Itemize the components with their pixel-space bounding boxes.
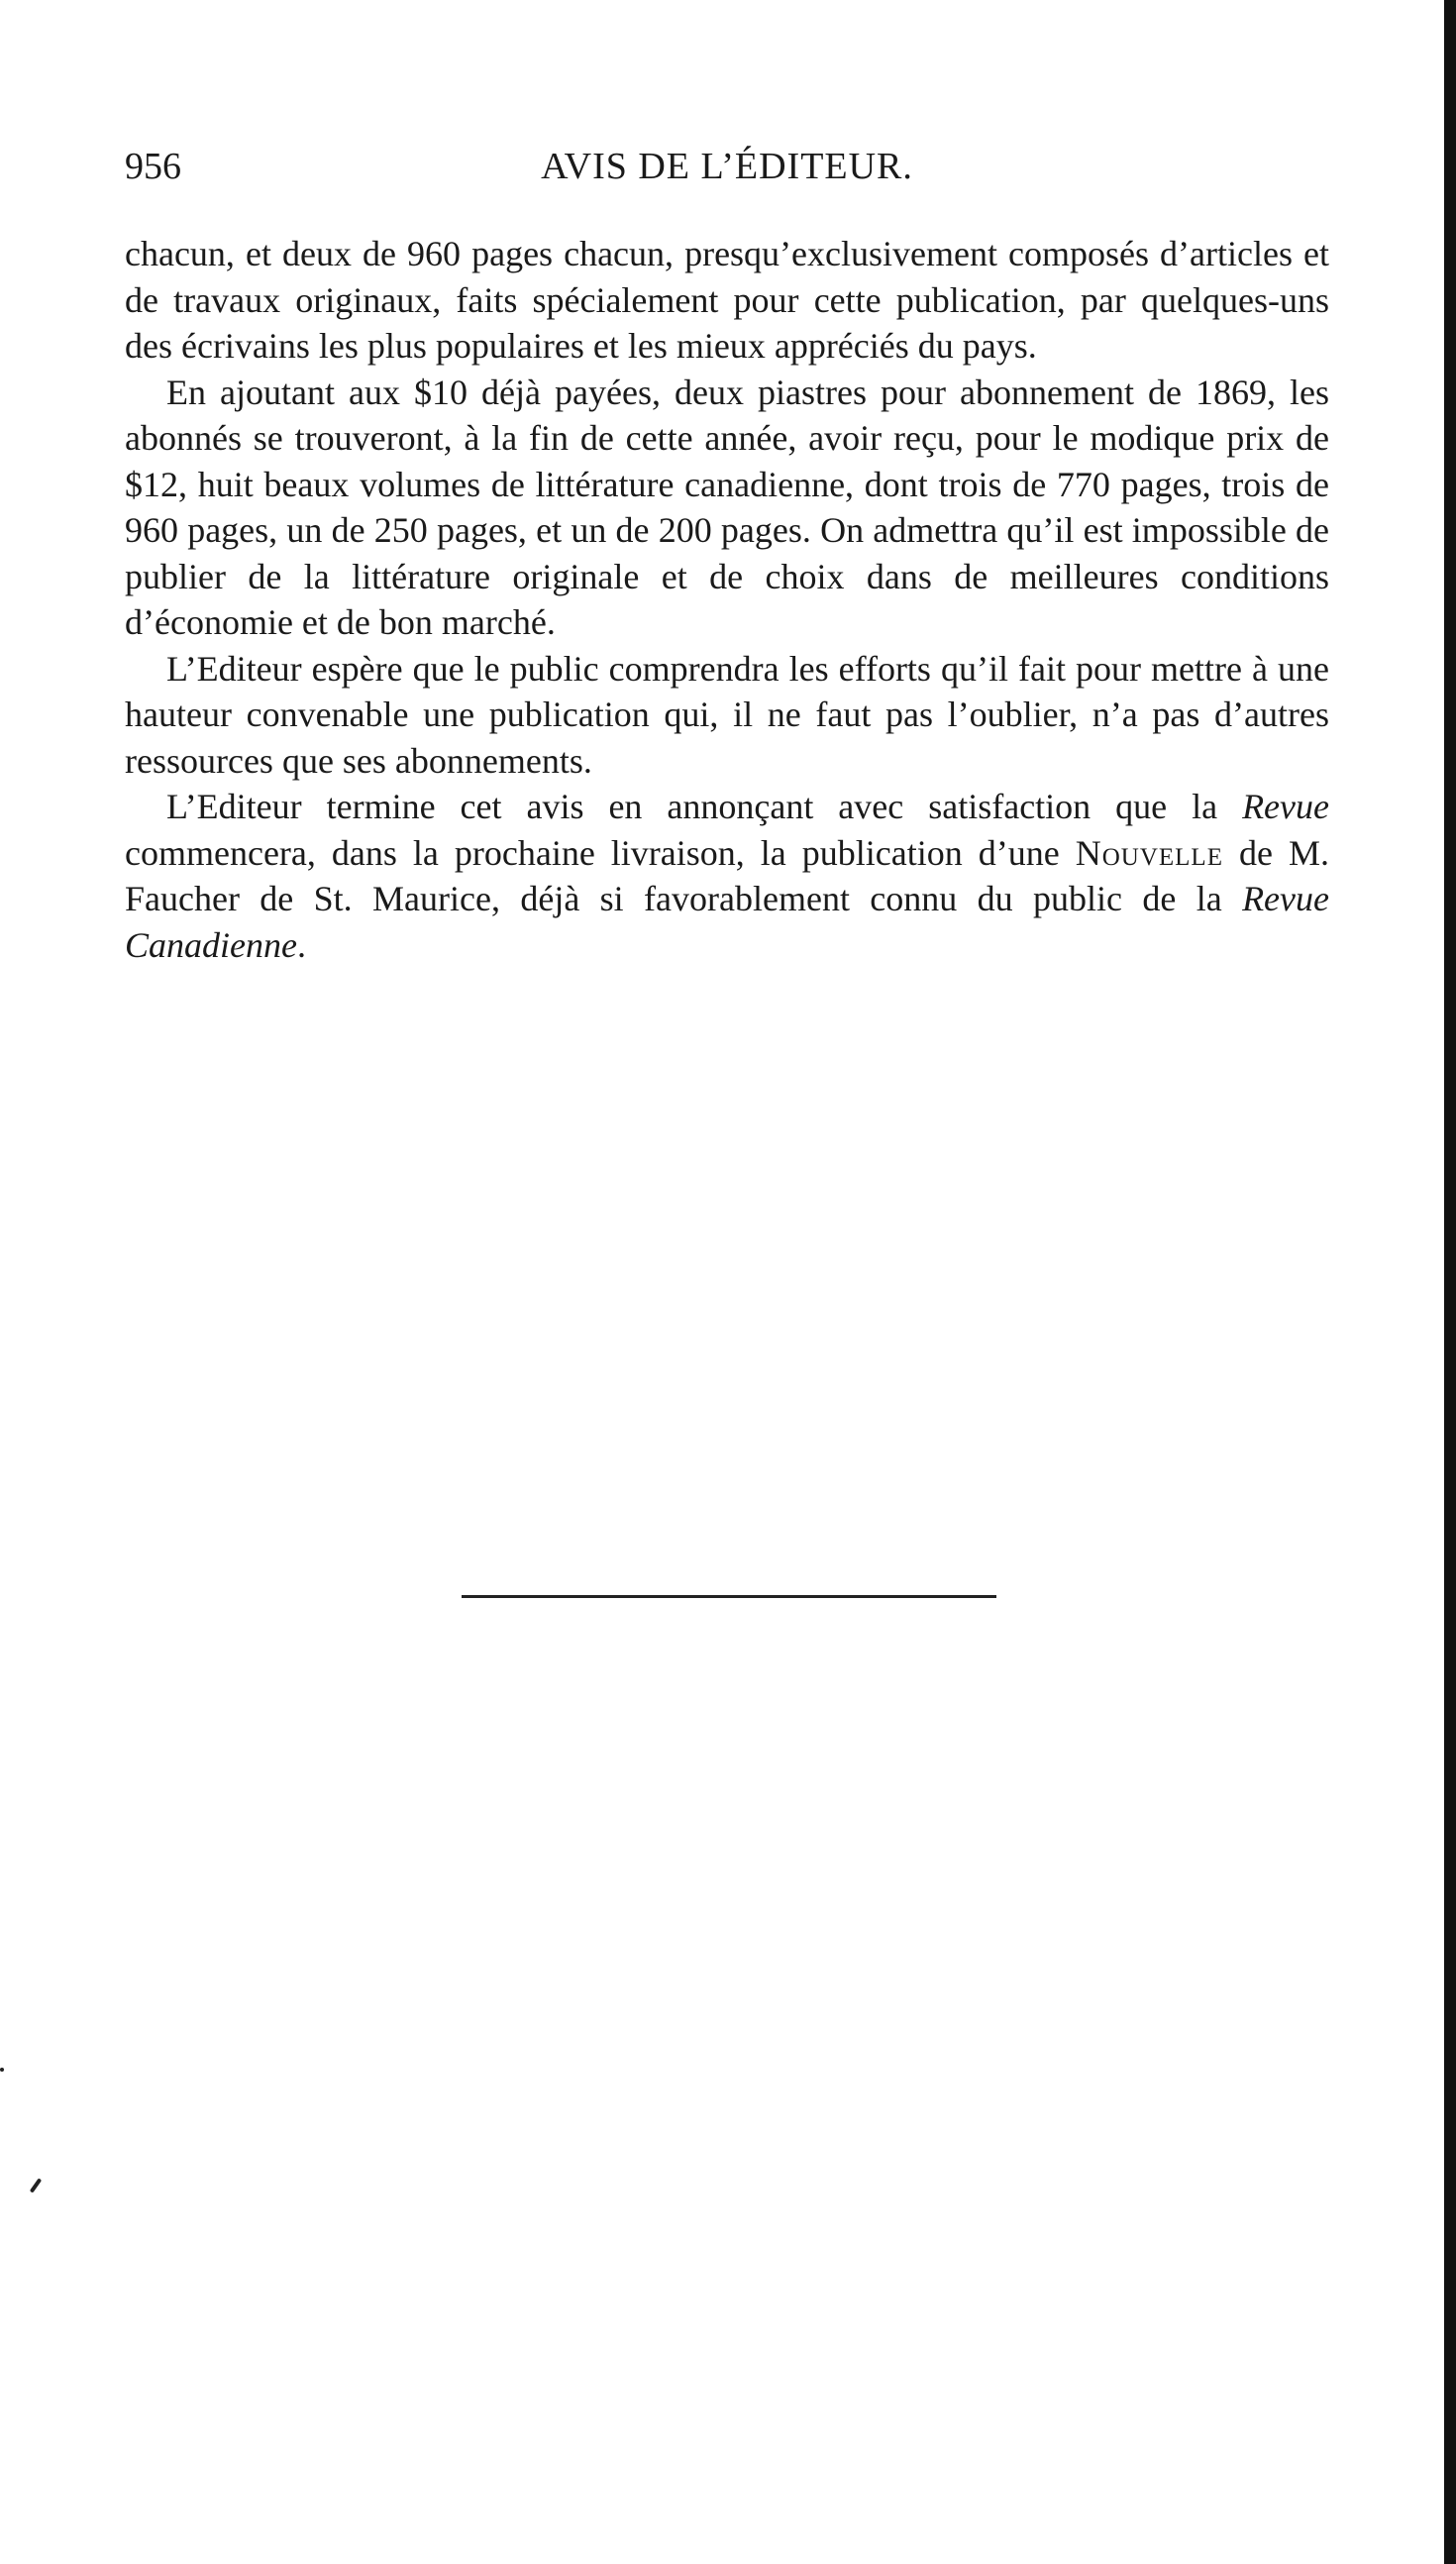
paragraph-4-text-a: L’Editeur termine cet avis en annonçant avec satisfaction que la xyxy=(166,787,1243,826)
running-title: AVIS DE L’ÉDITEUR. xyxy=(541,146,913,187)
body-text xyxy=(125,231,1329,968)
section-end-rule xyxy=(462,1595,996,1598)
ink-speck xyxy=(0,2068,4,2072)
paragraph-4 xyxy=(125,784,1329,968)
ink-speck xyxy=(30,2178,42,2192)
paragraph-4-text-d: . xyxy=(296,924,306,965)
paragraph-4-text-b: commencera, dans la prochaine livraison, la publication d’une xyxy=(125,832,1076,873)
page-number: 956 xyxy=(125,146,181,187)
paragraph-1: chacun, et deux de 960 pages chacun, presqu’exclusivement composés d’articles et de travaux originaux, faits spécialement pour cette publication, par quelques-uns des écrivains les plus populaires et les mieux appréciés du pays. xyxy=(125,234,1329,366)
paragraph-3: L’Editeur espère que le public comprendra les efforts qu’il fait pour mettre à une hauteur convenable une publication qui, il ne faut pas l’oublier, n’a pas d’autres ressources que ses abonnements. xyxy=(125,648,1329,781)
revue-italic: Revue xyxy=(1242,787,1329,826)
binding-edge xyxy=(1444,0,1456,2564)
revue-canadienne-italic: Revue Canadienne xyxy=(125,879,1329,965)
paragraph-4-text-c: de M. Faucher de St. Maurice, déjà si favorablement connu du public de la xyxy=(125,832,1329,918)
nouvelle-small-caps: Nouvelle xyxy=(1075,832,1223,873)
paragraph-2: En ajoutant aux $10 déjà payées, deux piastres pour abonnement de 1869, les abonnés se trouveront, à la fin de cette année, avoir reçu, pour le modique prix de $12, huit beaux volumes de littérature canadienne, dont trois de 770 pages, trois de 960 pages, un de 250 pages, et un de 200 pages. On admettra qu’il est impossible de publier de la littérature originale et de choix dans de meilleures conditions d’économie et de bon marché. xyxy=(125,372,1329,642)
page-header xyxy=(125,141,1329,192)
